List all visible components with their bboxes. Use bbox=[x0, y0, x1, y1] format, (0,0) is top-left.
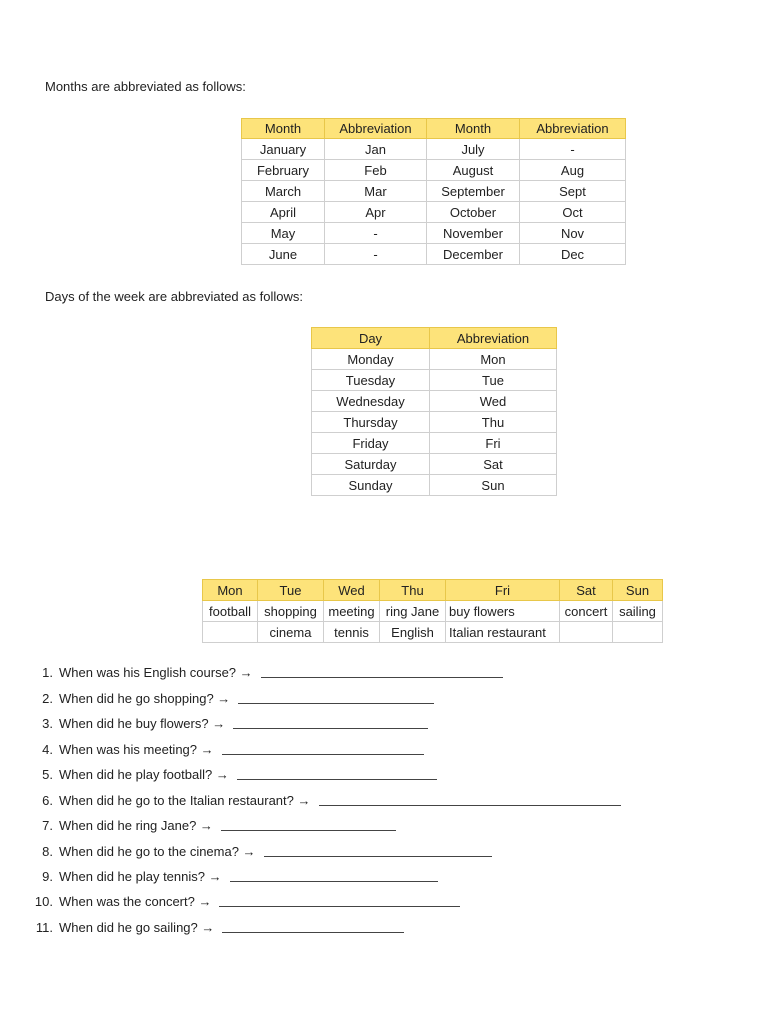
weekly-schedule-table bbox=[202, 579, 663, 643]
table-cell: Thursday bbox=[312, 412, 430, 433]
table-cell: Saturday bbox=[312, 454, 430, 475]
table-cell: concert bbox=[560, 601, 613, 622]
question-item bbox=[0, 740, 424, 758]
table-cell: February bbox=[242, 160, 325, 181]
months-heading: Months are abbreviated as follows: bbox=[45, 79, 246, 94]
answer-line[interactable] bbox=[264, 855, 492, 857]
question-text: When did he go shopping? → bbox=[59, 690, 231, 706]
table-cell: Feb bbox=[325, 160, 427, 181]
table-cell: October bbox=[427, 202, 520, 223]
question-number: 3. bbox=[42, 715, 53, 731]
question-text: When did he go to the cinema? → bbox=[59, 843, 256, 859]
table-cell: November bbox=[427, 223, 520, 244]
table-row bbox=[312, 349, 557, 370]
days-heading: Days of the week are abbreviated as follows: bbox=[45, 289, 303, 304]
table-cell: Sat bbox=[430, 454, 557, 475]
months-table-header-row bbox=[242, 119, 626, 139]
table-cell: - bbox=[520, 139, 626, 160]
table-cell: January bbox=[242, 139, 325, 160]
table-cell: buy flowers bbox=[446, 601, 560, 622]
table-cell: Sept bbox=[520, 181, 626, 202]
answer-line[interactable] bbox=[222, 931, 404, 933]
table-cell: December bbox=[427, 244, 520, 265]
table-cell: - bbox=[325, 244, 427, 265]
table-cell: meeting bbox=[324, 601, 380, 622]
question-text: When was his meeting? → bbox=[59, 741, 214, 757]
table-cell: Nov bbox=[520, 223, 626, 244]
question-item bbox=[0, 689, 434, 707]
question-number: 1. bbox=[42, 664, 53, 680]
weekly-header-wed: Wed bbox=[324, 580, 380, 601]
answer-line[interactable] bbox=[319, 804, 621, 806]
table-cell: August bbox=[427, 160, 520, 181]
weekly-header-row bbox=[203, 580, 663, 601]
table-cell: Monday bbox=[312, 349, 430, 370]
table-cell: Jan bbox=[325, 139, 427, 160]
table-cell bbox=[203, 622, 258, 643]
question-item bbox=[0, 816, 396, 834]
weekly-header-sat: Sat bbox=[560, 580, 613, 601]
question-number: 5. bbox=[42, 766, 53, 782]
table-cell: Italian restaurant bbox=[446, 622, 560, 643]
question-number: 4. bbox=[42, 741, 53, 757]
months-header-abbreviation: Abbreviation bbox=[325, 119, 427, 139]
table-row bbox=[242, 181, 626, 202]
table-cell: tennis bbox=[324, 622, 380, 643]
weekly-header-fri: Fri bbox=[446, 580, 560, 601]
weekly-header-mon: Mon bbox=[203, 580, 258, 601]
table-cell: July bbox=[427, 139, 520, 160]
table-row bbox=[312, 391, 557, 412]
table-row bbox=[242, 202, 626, 223]
question-item bbox=[0, 714, 428, 732]
question-text: When did he go to the Italian restaurant? → bbox=[59, 792, 311, 808]
table-row bbox=[242, 139, 626, 160]
question-text: When did he go sailing? → bbox=[59, 919, 215, 935]
question-text: When did he ring Jane? → bbox=[59, 817, 213, 833]
question-item bbox=[0, 918, 404, 936]
question-item bbox=[0, 663, 503, 681]
question-item bbox=[0, 867, 438, 885]
question-number: 6. bbox=[42, 792, 53, 808]
table-cell: Sunday bbox=[312, 475, 430, 496]
weekly-header-thu: Thu bbox=[380, 580, 446, 601]
table-row bbox=[203, 622, 663, 643]
answer-line[interactable] bbox=[221, 829, 396, 831]
answer-line[interactable] bbox=[222, 753, 424, 755]
table-cell: Oct bbox=[520, 202, 626, 223]
question-text: When was his English course? → bbox=[59, 664, 253, 680]
table-cell: Thu bbox=[430, 412, 557, 433]
answer-line[interactable] bbox=[219, 905, 460, 907]
table-cell: Fri bbox=[430, 433, 557, 454]
table-cell: Apr bbox=[325, 202, 427, 223]
table-cell: English bbox=[380, 622, 446, 643]
table-row bbox=[312, 454, 557, 475]
table-row bbox=[203, 601, 663, 622]
table-cell: Mar bbox=[325, 181, 427, 202]
months-header-abbreviation: Abbreviation bbox=[520, 119, 626, 139]
table-cell: June bbox=[242, 244, 325, 265]
question-item bbox=[0, 765, 437, 783]
question-text: When did he buy flowers? → bbox=[59, 715, 226, 731]
answer-line[interactable] bbox=[237, 778, 437, 780]
table-cell: ring Jane bbox=[380, 601, 446, 622]
table-cell: Wed bbox=[430, 391, 557, 412]
table-cell: May bbox=[242, 223, 325, 244]
days-table bbox=[311, 327, 557, 496]
table-cell: cinema bbox=[258, 622, 324, 643]
table-cell: - bbox=[325, 223, 427, 244]
table-cell bbox=[613, 622, 663, 643]
months-header-month: Month bbox=[427, 119, 520, 139]
table-cell: football bbox=[203, 601, 258, 622]
question-number: 8. bbox=[42, 843, 53, 859]
table-cell: Dec bbox=[520, 244, 626, 265]
answer-line[interactable] bbox=[230, 880, 438, 882]
table-cell: shopping bbox=[258, 601, 324, 622]
table-row bbox=[312, 433, 557, 454]
table-cell: Wednesday bbox=[312, 391, 430, 412]
table-cell: March bbox=[242, 181, 325, 202]
table-cell: sailing bbox=[613, 601, 663, 622]
question-number: 10. bbox=[34, 893, 53, 909]
table-cell: Sun bbox=[430, 475, 557, 496]
months-header-month: Month bbox=[242, 119, 325, 139]
question-item bbox=[0, 842, 492, 860]
question-number: 7. bbox=[42, 817, 53, 833]
table-row bbox=[242, 160, 626, 181]
answer-line[interactable] bbox=[261, 676, 503, 678]
table-cell: Tue bbox=[430, 370, 557, 391]
question-text: When did he play football? → bbox=[59, 766, 229, 782]
question-number: 9. bbox=[42, 868, 53, 884]
question-number: 11. bbox=[35, 919, 53, 935]
table-row bbox=[312, 412, 557, 433]
days-table-header-row bbox=[312, 328, 557, 349]
table-row bbox=[242, 244, 626, 265]
table-row bbox=[312, 475, 557, 496]
weekly-header-sun: Sun bbox=[613, 580, 663, 601]
table-cell: Aug bbox=[520, 160, 626, 181]
table-cell: September bbox=[427, 181, 520, 202]
table-row bbox=[312, 370, 557, 391]
weekly-header-tue: Tue bbox=[258, 580, 324, 601]
answer-line[interactable] bbox=[238, 702, 434, 704]
question-text: When did he play tennis? → bbox=[59, 868, 222, 884]
table-cell: Tuesday bbox=[312, 370, 430, 391]
answer-line[interactable] bbox=[233, 727, 428, 729]
question-item bbox=[0, 791, 621, 809]
question-text: When was the concert? → bbox=[59, 893, 212, 909]
table-row bbox=[242, 223, 626, 244]
table-cell: Friday bbox=[312, 433, 430, 454]
table-cell: Mon bbox=[430, 349, 557, 370]
days-header-day: Day bbox=[312, 328, 430, 349]
question-item bbox=[0, 892, 460, 910]
question-number: 2. bbox=[42, 690, 53, 706]
table-cell bbox=[560, 622, 613, 643]
months-table bbox=[241, 118, 626, 265]
table-cell: April bbox=[242, 202, 325, 223]
days-header-abbreviation: Abbreviation bbox=[430, 328, 557, 349]
